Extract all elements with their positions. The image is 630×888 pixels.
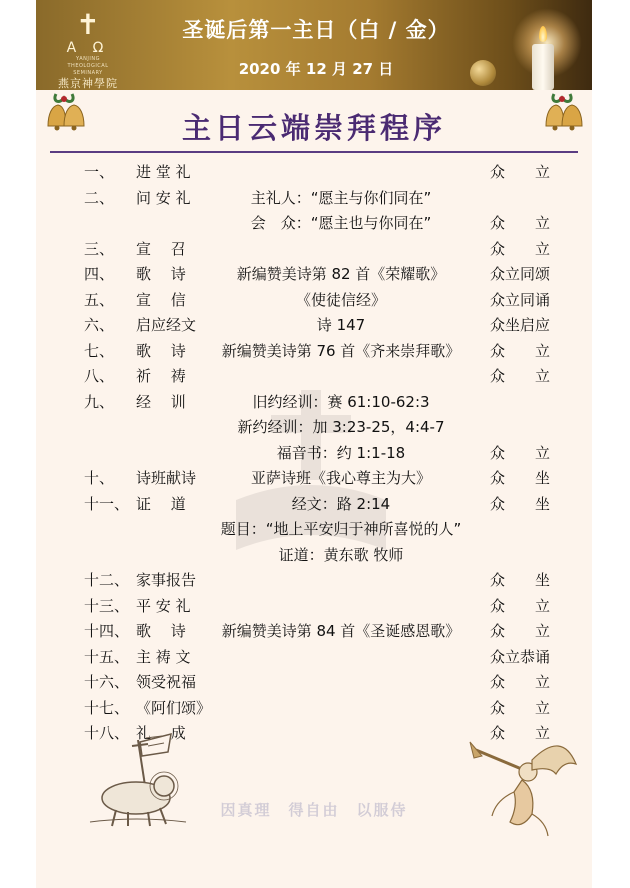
row-number: 四、	[84, 265, 115, 283]
row-item: 宣 信	[136, 291, 186, 309]
row-posture: 众 立	[490, 367, 551, 385]
row-number: 七、	[84, 342, 115, 360]
row-number: 十六、	[84, 673, 130, 691]
row-item: 诗班献诗	[136, 469, 197, 487]
row-item: 证 道	[136, 495, 186, 513]
row-detail: 新编赞美诗第 82 首《荣耀歌》	[236, 265, 446, 283]
row-detail: 会 众：“愿主也与你同在”	[250, 214, 432, 232]
row-detail: 经文：路 2:14	[291, 495, 391, 513]
trumpet-angel-icon	[466, 730, 586, 840]
row-item: 家事报告	[136, 571, 197, 589]
row-item: 祈 祷	[136, 367, 186, 385]
row-item: 进 堂 礼	[136, 163, 191, 181]
row-posture: 众 立	[490, 673, 551, 691]
row-item: 启应经文	[136, 316, 197, 334]
row-item: 歌 诗	[136, 265, 186, 283]
row-item: 平 安 礼	[136, 597, 191, 615]
row-number: 十、	[84, 469, 115, 487]
row-item: 歌 诗	[136, 622, 186, 640]
logo-subtext: YANJING THEOLOGICAL SEMINARY	[67, 56, 109, 76]
row-number: 十三、	[84, 597, 130, 615]
row-item: 礼 成	[136, 724, 186, 742]
row-number: 三、	[84, 240, 115, 258]
row-posture: 众 立	[490, 699, 551, 717]
program-title: 主日云端崇拜程序	[181, 111, 446, 145]
row-item: 宣 召	[136, 240, 186, 258]
row-detail: 主礼人：“愿主与你们同在”	[250, 189, 432, 207]
row-detail: 新编赞美诗第 76 首《齐来崇拜歌》	[221, 342, 461, 360]
row-item: 歌 诗	[136, 342, 186, 360]
row-posture: 众 立	[490, 163, 551, 181]
row-detail: 亚萨诗班《我心尊主为大》	[250, 469, 431, 487]
row-posture: 众 立	[490, 622, 551, 640]
row-number: 十五、	[84, 648, 130, 666]
flame-icon	[539, 26, 547, 42]
row-posture: 众 立	[490, 444, 551, 462]
header-banner	[36, 0, 592, 90]
row-item: 主 祷 文	[136, 648, 191, 666]
candle-icon	[532, 44, 554, 90]
row-posture: 众 立	[490, 597, 551, 615]
row-number: 九、	[84, 393, 115, 411]
service-title: 圣诞后第一主日（白 / 金）	[182, 18, 450, 42]
row-posture: 众 立	[490, 240, 551, 258]
title-divider	[50, 151, 578, 153]
row-posture: 众 坐	[490, 495, 551, 513]
row-number: 八、	[84, 367, 115, 385]
row-number: 十二、	[84, 571, 130, 589]
row-posture: 众 立	[490, 342, 551, 360]
row-item: 问 安 礼	[136, 189, 191, 207]
row-detail: 《使徒信经》	[295, 291, 386, 309]
row-posture: 众立恭诵	[490, 648, 551, 666]
row-item: 《阿们颂》	[136, 699, 212, 717]
row-detail: 新约经训：加 3:23-25，4:4-7	[237, 418, 445, 436]
row-posture: 众 立	[490, 724, 551, 742]
bulletin-page	[36, 0, 592, 888]
row-detail: 题目：“地上平安归于神所喜悦的人”	[220, 520, 462, 538]
row-posture: 众 立	[490, 214, 551, 232]
row-detail: 证道：黄东歌 牧师	[278, 546, 404, 564]
row-detail: 新编赞美诗第 84 首《圣诞感恩歌》	[221, 622, 461, 640]
row-number: 五、	[84, 291, 115, 309]
row-number: 十一、	[84, 495, 130, 513]
seminary-logo	[58, 8, 118, 90]
row-number: 十八、	[84, 724, 130, 742]
row-item: 领受祝福	[136, 673, 197, 691]
row-detail: 诗 147	[316, 316, 366, 334]
cross-icon: ✝	[76, 8, 100, 41]
row-posture: 众立同颂	[490, 265, 551, 283]
row-posture: 众 坐	[490, 571, 551, 589]
service-date: 2020 年 12 月 27 日	[238, 60, 394, 78]
logo-school-name: 燕京神學院	[58, 77, 118, 90]
row-detail: 福音书：约 1:1-18	[276, 444, 406, 462]
row-posture: 众坐启应	[490, 316, 551, 334]
row-number: 十七、	[84, 699, 130, 717]
row-posture: 众立同诵	[490, 291, 551, 309]
row-item: 经 训	[136, 393, 186, 411]
row-number: 二、	[84, 189, 115, 207]
row-number: 十四、	[84, 622, 130, 640]
row-number: 一、	[84, 163, 115, 181]
row-detail: 旧约经训：赛 61:10-62:3	[252, 393, 430, 411]
seminary-motto: 因真理 得自由 以服侍	[220, 801, 408, 819]
row-posture: 众 坐	[490, 469, 551, 487]
row-number: 六、	[84, 316, 115, 334]
logo-letters: A Ω	[66, 40, 110, 56]
